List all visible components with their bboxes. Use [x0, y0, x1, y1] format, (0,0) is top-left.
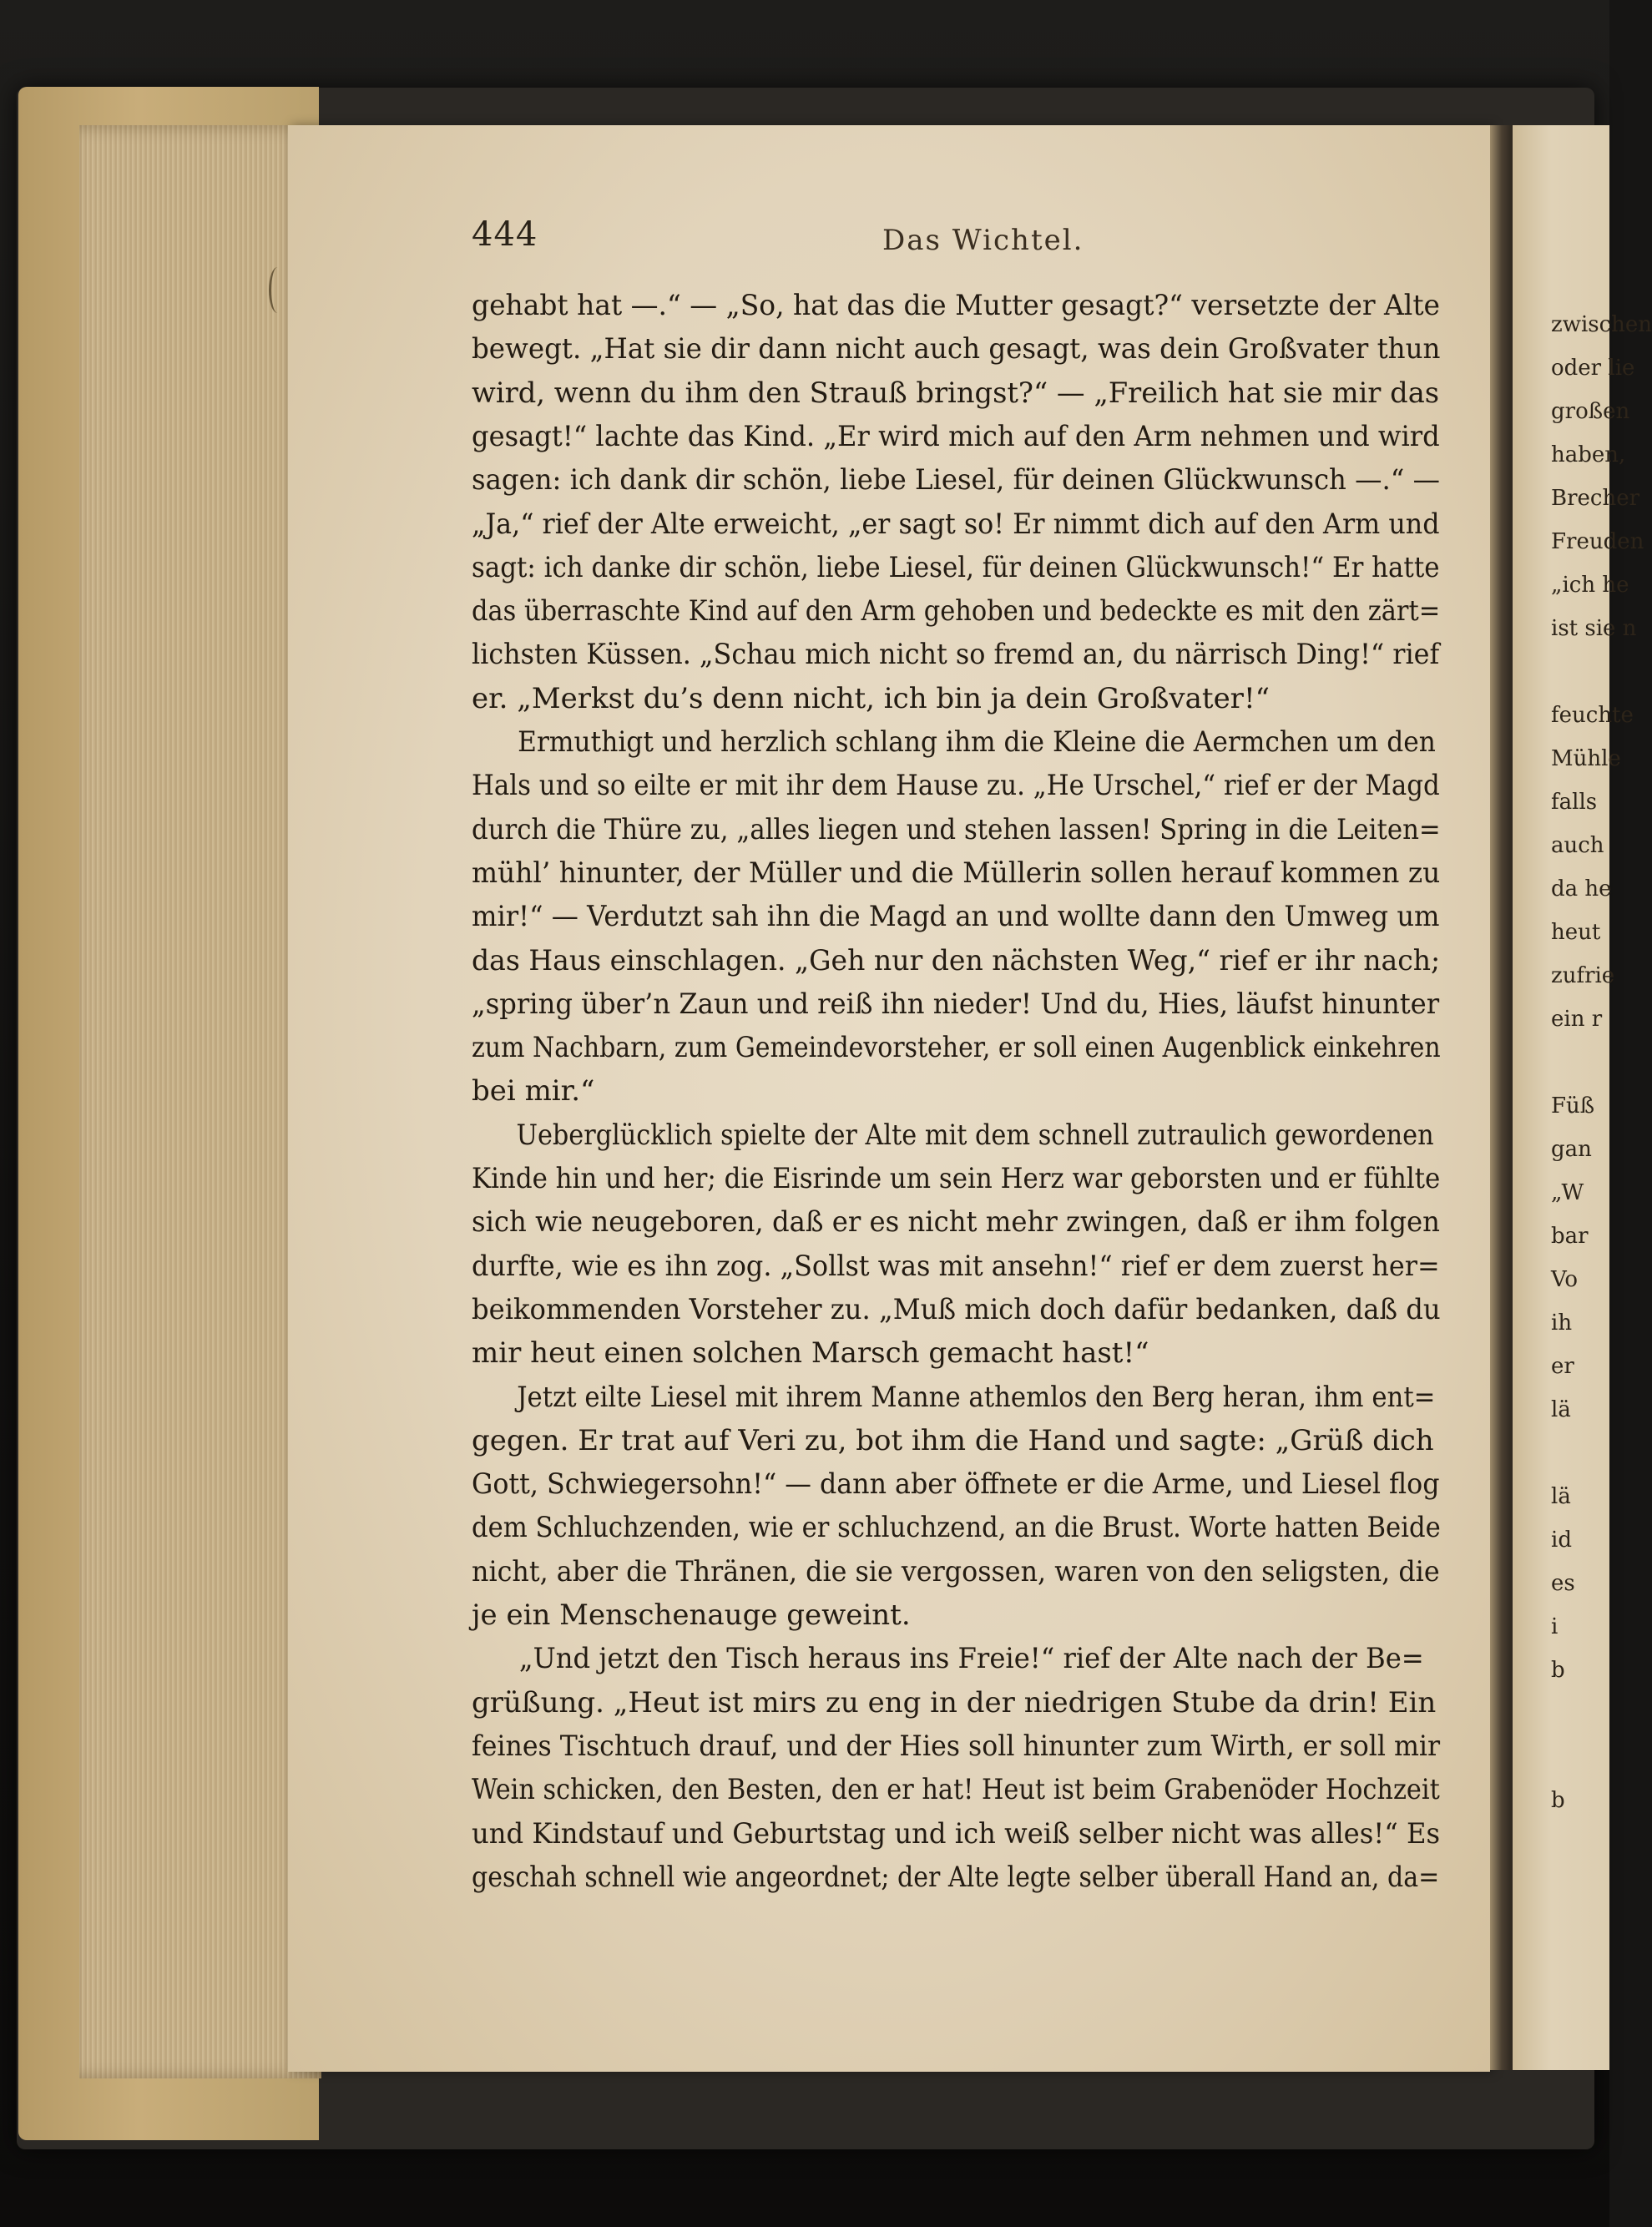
- text-line: je ein Menschenauge geweint.: [472, 1598, 911, 1632]
- fragment-line: falls: [1551, 790, 1598, 815]
- text-line: Jetzt eilte Liesel mit ihrem Manne athemlos den Berg heran, ihm ent=: [517, 1380, 1436, 1414]
- fragment-line: [1551, 1693, 1609, 1735]
- text-line: sagen: ich dank dir schön, liebe Liesel, für deinen Glückwunsch —.“ —: [472, 463, 1440, 497]
- text-line: „Ja,“ rief der Alte erweicht, „er sagt so! Er nimmt dich auf den Arm und: [472, 507, 1440, 541]
- margin-mark: [269, 267, 286, 313]
- text-line: das überraschte Kind auf den Arm gehoben und bedeckte es mit den zärt=: [472, 594, 1441, 629]
- fragment-line: zwischen: [1551, 312, 1652, 337]
- fragment-line: b: [1551, 1658, 1565, 1683]
- fragment-line: haben,: [1551, 442, 1626, 467]
- fragment-line: „ich he: [1551, 573, 1629, 598]
- text-line: geschah schnell wie angeordnet; der Alte legte selber überall Hand an, da=: [472, 1860, 1440, 1894]
- text-line: wird, wenn du ihm den Strauß bringst?“ — „Freilich hat sie mir das: [472, 376, 1440, 410]
- fragment-line: ist sie n: [1551, 616, 1637, 641]
- text-line: gehabt hat —.“ — „So, hat das die Mutter gesagt?“ versetzte der Alte: [472, 289, 1441, 322]
- fragment-line: zufrie: [1551, 963, 1615, 988]
- book-gutter: [1490, 125, 1513, 2070]
- fragment-line: er: [1551, 1354, 1574, 1379]
- text-line: „spring über’n Zaun und reiß ihn nieder! Und du, Hies, läufst hinunter: [472, 987, 1440, 1021]
- text-line: durfte, wie es ihn zog. „Sollst was mit ansehn!“ rief er dem zuerst her=: [472, 1249, 1440, 1283]
- fragment-line: es: [1551, 1571, 1575, 1596]
- page-number: 444: [472, 215, 538, 254]
- running-head: Das Wichtel.: [882, 224, 1084, 257]
- fragment-line: [1551, 1736, 1609, 1778]
- text-line: mir heut einen solchen Marsch gemacht hast!“: [472, 1336, 1149, 1371]
- fragment-line: lä: [1551, 1397, 1571, 1422]
- text-line: mühl’ hinunter, der Müller und die Müllerin sollen herauf kommen zu: [472, 856, 1441, 890]
- fragment-line: [1551, 1042, 1609, 1083]
- text-line: Ueberglücklich spielte der Alte mit dem schnell zutraulich gewordenen: [516, 1118, 1434, 1152]
- fragment-line: id: [1551, 1528, 1572, 1553]
- fragment-line: feuchte: [1551, 703, 1634, 728]
- fragment-line: Freuden: [1551, 529, 1644, 554]
- fragment-line: ih: [1551, 1310, 1573, 1336]
- text-line: mir!“ — Verdutzt sah ihn die Magd an und wollte dann den Umweg um: [472, 900, 1440, 934]
- fragment-line: großen: [1551, 399, 1630, 424]
- fragment-line: Mühle: [1551, 746, 1621, 771]
- text-line: lichsten Küssen. „Schau mich nicht so fremd an, du närrisch Ding!“ rief: [472, 638, 1440, 672]
- text-line: grüßung. „Heut ist mirs zu eng in der niedrigen Stube da drin! Ein: [472, 1685, 1437, 1719]
- fragment-line: auch: [1551, 833, 1604, 858]
- text-line: zum Nachbarn, zum Gemeindevorsteher, er soll einen Augenblick einkehren: [472, 1031, 1441, 1065]
- fragment-line: bar: [1551, 1224, 1589, 1249]
- fragment-line: ein r: [1551, 1007, 1603, 1032]
- text-line: beikommenden Vorsteher zu. „Muß mich doch dafür bedanken, daß du: [472, 1292, 1441, 1326]
- fragment-line: heut: [1551, 920, 1601, 945]
- text-line: und Kindstauf und Geburtstag und ich weiß selber nicht was alles!“ Es: [472, 1816, 1441, 1851]
- text-line: Kinde hin und her; die Eisrinde um sein Herz war geborsten und er fühlte: [472, 1162, 1441, 1195]
- fragment-line: Vo: [1551, 1267, 1579, 1292]
- fragment-line: lä: [1551, 1484, 1571, 1509]
- text-line: gegen. Er trat auf Veri zu, bot ihm die Hand und sagte: „Grüß dich: [472, 1423, 1434, 1457]
- text-line: er. „Merkst du’s denn nicht, ich bin ja dein Großvater!“: [472, 681, 1270, 715]
- text-line: sich wie neugeboren, daß er es nicht mehr zwingen, daß er ihm folgen: [472, 1205, 1440, 1240]
- fragment-line: Brecher: [1551, 486, 1640, 511]
- page-header: [472, 215, 1440, 265]
- text-line: feines Tischtuch drauf, und der Hies soll hinunter zum Wirth, er soll mir: [472, 1729, 1441, 1763]
- text-line: Ermuthigt und herzlich schlang ihm die Kleine die Aermchen um den: [518, 725, 1436, 759]
- text-line: „Und jetzt den Tisch heraus ins Freie!“ rief der Alte nach der Be=: [518, 1642, 1424, 1676]
- text-line: dem Schluchzenden, wie er schluchzend, an die Brust. Worte hatten Beide: [472, 1511, 1441, 1545]
- text-line: nicht, aber die Thränen, die sie vergossen, waren von den seligsten, die: [472, 1554, 1440, 1588]
- fragment-line: gan: [1551, 1137, 1592, 1162]
- text-line: Gott, Schwiegersohn!“ — dann aber öffnete er die Arme, und Liesel flog: [472, 1467, 1440, 1502]
- text-line: Hals und so eilte er mit ihr dem Hause zu. „He Urschel,“ rief er der Magd: [472, 769, 1440, 803]
- text-line: das Haus einschlagen. „Geh nur den nächsten Weg,“ rief er ihr nach;: [472, 943, 1441, 977]
- fragment-line: Füß: [1551, 1093, 1595, 1119]
- fragment-line: [1551, 1432, 1609, 1474]
- text-line: durch die Thüre zu, „alles liegen und stehen lassen! Spring in die Leiten=: [472, 812, 1441, 846]
- fragment-line: oder lie: [1551, 356, 1635, 381]
- fragment-line: „W: [1551, 1180, 1584, 1205]
- fragment-line: b: [1551, 1788, 1565, 1813]
- text-line: Wein schicken, den Besten, den er hat! Heut ist beim Grabenöder Hochzeit: [472, 1773, 1440, 1807]
- text-line: gesagt!“ lachte das Kind. „Er wird mich auf den Arm nehmen und wird: [472, 419, 1440, 453]
- fragment-line: i: [1551, 1614, 1559, 1639]
- text-line: sagt: ich danke dir schön, liebe Liesel, für deinen Glückwunsch!“ Er hatte: [472, 550, 1440, 584]
- fragment-line: [1551, 651, 1609, 693]
- fragment-line: da he: [1551, 876, 1612, 901]
- page-block-edges: [79, 125, 321, 2078]
- text-line: bewegt. „Hat sie dir dann nicht auch gesagt, was dein Großvater thun: [472, 332, 1441, 366]
- text-line: bei mir.“: [472, 1074, 595, 1108]
